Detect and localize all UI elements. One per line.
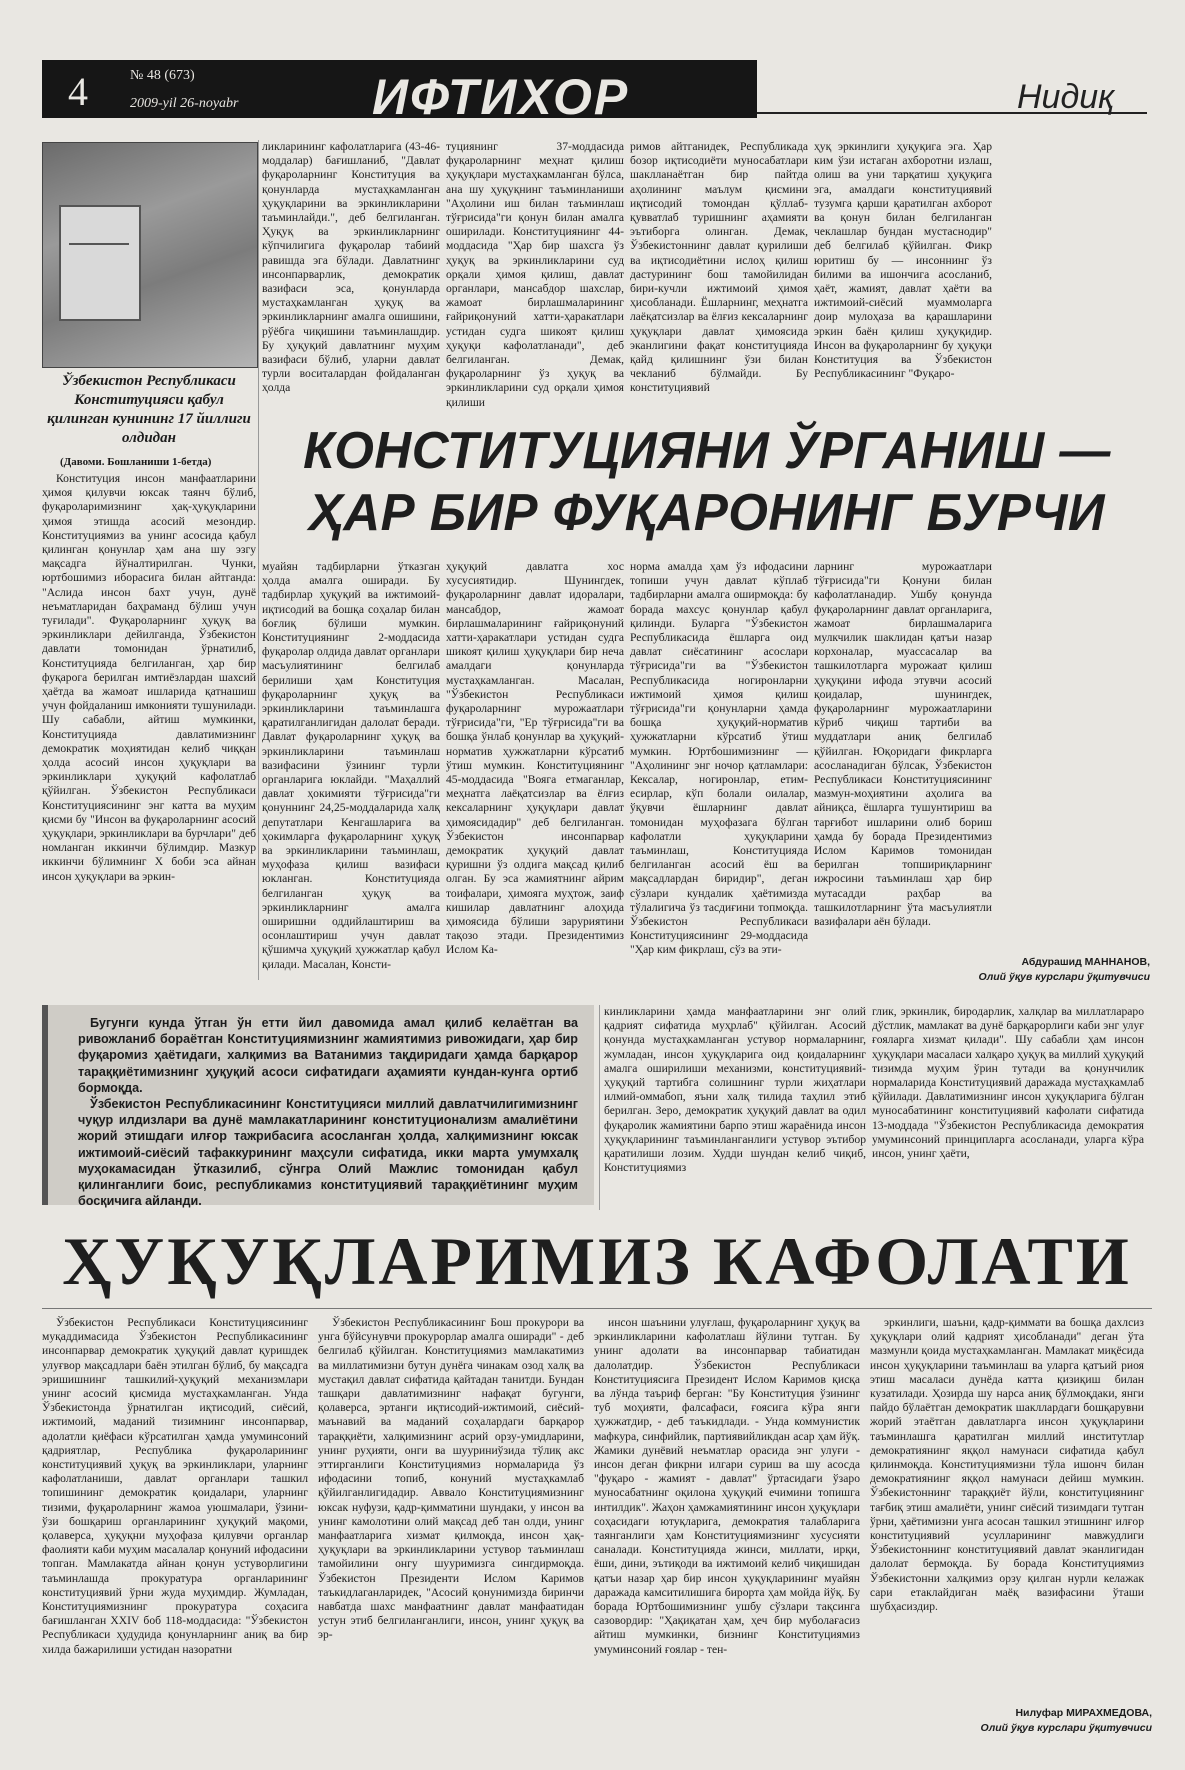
article1-headline-line2: ҲАР БИР ФУҚАРОНИНГ БУРЧИ	[308, 484, 1106, 542]
article1-column-a-top: ликларининг кафолатларига (43-46-моддалар) бағишланиб, "Давлат фуқароларнинг Конституция ва қонунларда мустаҳкамланган ҳуқуқларини ва эркинликларини таъминлайди.", деб белгиланган. Ҳуқуқ ва эркинликларнинг кўпчилигига фуқаролар табиий равишда эга бўлади. Давлатнинг инсонпарварлик, демократик вазифаси эса, қонунларда мустаҳкамланган ҳуқуқ ва эркинликларнинг амалга ошишини, рўёбга чиқишини таъминлашдир. Бу ҳуқуқий давлатнинг муҳим вазифаси бўлиб, уларни давлат турли воситалардан фойдаланган ҳолда	[262, 140, 440, 395]
article2-headline: ҲУҚУҚЛАРИМИЗ КАФОЛАТИ	[62, 1223, 1132, 1299]
article1-column-d-top: ҳуқ эркинлиги ҳуқуқига эга. Ҳар ким ўзи истаган ахборотни излаш, олиш ва уни тарқатиш ҳуқуқига эга, амалдаги конституциявий тузумга қарши қаратилган ахборот ва қонун билан белгиланган чеклашлар бундан мустаснодир" деб белгилаб қўйилган. Фикр юритиш бу — инсоннинг ўз билими ва ишончига асосланиб, ҳаёт, жамият, давлат ҳаёти ва ижтимоий-сиёсий муаммоларга доир мулоҳаза ва қарашларини эркин баён қилиш ҳуқуқидир. Инсон ва фуқароларнинг бу ҳуқуқи Конституция ва Ўзбекистон Республикасининг "Фуқаро-	[814, 140, 992, 381]
article2-column-mid-top: кинликларини ҳамда манфаатларини энг олий қадрият сифатида муҳрлаб" қўйилган. Асосий қонунда мустаҳкамланган устувор нормаларнинг, жумладан, инсон ҳуқуқларига оид қоидаларнинг амалга оширилиши механизми, конституциявий-ҳуқуқий тартибга солишнинг турли жиҳатлари илмий-оммабоп, яъни халқ тилида таҳлил этиб берилган. Зеро, демократик ҳуқуқий давлат ва одил фуқаролик жамиятини барпо этиш жараёнида инсон ҳуқуқларининг таъминланганлиги устувор эътибор қаратилиши лозим. Худди шундан келиб чиқиб, Конституциямиз	[604, 1005, 866, 1175]
article1-text: Конституция инсон манфаатларини ҳимоя қилувчи юксак таянч бўлиб, фуқароларимизнинг ҳақ-ҳуқуқларини ҳимоя этишда асосий мезондир. Конституциямиз ва унинг асосида қабул қилинган қонунлар ҳам ана шу эзгу мақсадга йўналтирилган. Чунки, юртбошимиз иборасига билан айтганда: "Аслида инсон бахт учун, дунё неъматларидан баҳраманд бўлиш учун туғилади". Фуқароларнинг ҳуқуқ ва эркинликлари дейилганда, Ўзбекистон давлати томонидан ўрнатилиб, Конституцияда белгиланган, ҳар бир фуқарога берилган имтиёзлардан шахсий ҳаётда ва жамоат ишларида қатнашиш учун фойдаланиш имконияти тушунилади. Шу сабабли, айтиш мумкинки, Конституцияда давлатимизнинг демократик моҳиятидан келиб чиққан ҳолда асосий инсон ҳуқуқлари ва эркинликлари ҳуқуқий кафолатлаб қўйилган. Ўзбекистон Республикаси Конституциясининг энг катта ва муҳим қисми бу "Инсон ва фуқароларнинг асосий ҳуқуқлари, эркинликлари ва бурчлари" деб номланган иккинчи бўлимдир. Мазкур иккинчи бўлимнинг Х боби эса айнан инсон ҳуқуқлари ва эркин-	[42, 472, 256, 883]
issue-number: № 48 (673)	[130, 68, 195, 83]
page-header	[42, 56, 1162, 126]
article1-author-role: Олий ўқув курслари ўқитувчиси	[978, 971, 1150, 983]
article1-column-a-bottom: муайян тадбирларни ўтказган ҳолда амалга оширади. Бу тадбирлар ҳуқуқий ва ижтимоий-иқтисодий ва бошқа соҳалар билан боғлиқ бўлиши мумкин. Конституциянинг 2-моддасида фуқаролар олдида давлат органлари масъулиятининг белгилаб берилиши ҳам Конституция фуқароларнинг ҳуқуқ ва эркинликларини таъминлашга қаратилганлигидан далолат беради. Давлат фуқароларнинг ҳуқуқ ва эркинликларини таъминлаш вазифасини ўзининг турли органларига юклайди. "Маҳаллий давлат ҳокимияти тўғрисида"ги қонуннинг 24,25-моддаларида халқ депутатлари Кенгашларига ва ҳокимларга фуқароларнинг ҳуқуқ ва эркинликларини таъминлаш, муҳофаза қилиш вазифаси юкланган. Конституцияда белгиланган ҳуқуқ ва эркинликларнинг амалга оширишни оддийлаштириш ва осонлаштириш учун давлат қўшимча ҳуқуқий ҳужжатлар қабул қилади. Масалан, Консти-	[262, 560, 440, 971]
article2-column-4: эркинлиги, шаъни, қадр-қиммати ва бошқа дахлсиз ҳуқуқлари олий қадрият ҳисобланади" деган ўта мазмунли қоида мустаҳкамланган. Мамлакат миқёсида инсон ҳуқуқларини таъминлаш ва уларга қатъий риоя этиш масаласи дунёда катта қизиқиш билан кузатилади. Ҳозирда шу нарса аниқ бўлмоқдаки, янги пайдо бўлаётган демократик шакллардаги бошқарувни жорий этаётган давлатларга инсон ҳуқуқларини таъминлашга қаратилган миллий институтлар демократиянинг яққол намунаси сифатида қабул қилинмоқда. Конституциямизни тўла ишонч билан демократиянинг яққол намунаси дейиш мумкин. Ўзбекистоннинг тараққиёт йўли, конституциянинг тағбиқ этиш амалиёти, унинг сиёсий тизимдаги тутган ўрни, ҳаётимизни унга асосан ташкил этишнинг илғор конституциявий усулларининг мавжудлиги Ўзбекистоннинг конституциявий давлат эканлигидан далолат бермоқда. Бу борада Конституциямиз Ўзбекистонни халқимиз орзу қилган нурли келажак сари етаклайдиган маёқ вазифасини ўташи шубҳасиздир.	[870, 1316, 1144, 1614]
article1-column-b-bottom: ҳуқуқий давлатга хос хусусиятидир. Шунингдек, фуқароларнинг давлат идоралари, мансабдор, жамоат бирлашмаларининг ғайриқонуний хатти-ҳаракатлари устидан судга шикоят қилиш ҳуқуқлари бир неча амалдаги қонунларда мустаҳкамланган. Масалан, "Ўзбекистон Республикаси фуқароларнинг мурожаатлари тўғрисида"ги, "Ер тўғрисида"ги ва бошқа ўнлаб қонунлар ва ҳуқуқий-норматив ҳужжатларни кўрсатиб ўтиш мумкин. Конституциянинг 45-моддасида "Вояга етмаганлар, меҳнатга лаёқатсизлар ва ёлғиз кексаларнинг ҳуқуқлари давлат ҳимоясидадир" деб белгиланган. Ўзбекистон инсонпарвар демократик ҳуқуқий давлат қуришни ўз олдига мақсад қилиб олган. Бу эса жамиятнинг айрим тоифалари, ҳимояга муҳтож, заиф кишилар давлатнинг алоҳида ҳимоясида бўлиши заруриятини тақозо этади. Президентимиз Ислом Ка-	[446, 560, 624, 957]
article1-column-c-top: римов айтганидек, Республикада бозор иқтисодиёти муносабатлари шаклланаётган бир пайтда аҳолининг маълум қисмини иқтисодий томондан қўллаб-қувватлаб туришнинг аҳамияти эътиборга олинган. Демак, Ўзбекистоннинг давлат қурилиши ва иқтисодиётини ислоҳ қилиш дастурининг бош тамойилидан бири-кучли ижтимоий ҳимоя ҳисобланади. Ёшларнинг, меҳнатга лаёқатсизлар ва ёлғиз кексаларнинг ҳуқуқлари давлат ҳимоясида эканлигини фақат конституцияда қайд қилишнинг ўзи билан чекланиб бўлмайди. Бу конституциявий	[630, 140, 808, 395]
article1-column-c-bottom: норма амалда ҳам ўз ифодасини топиши учун давлат кўплаб тадбирларни амалга оширмоқда: бу борада махсус қонунлар қабул қилинди. Буларга "Ўзбекистон Республикасида ёшларга оид давлат сиёсатининг асослари тўғрисида"ги ва "Ўзбекистон Республикасида ногиронларни ижтимоий ҳимоя қилиш тўғрисида"ги қонунларни ҳамда бошқа ҳуқуқий-норматив ҳужжатларни кўрсатиб ўтиш мумкин. Юртбошимизнинг — "Аҳолининг энг ночор қатламлари: Кексалар, ногиронлар, етим-есирлар, кўп болали оилалар, ўқувчи ёшларнинг давлат томонидан муҳофазага бўлган кафолатли ҳуқуқларини таъминлаш, Конституцияда белгиланган асосий ёш ва мақсадлардан биридир", деган сўзлари кундалик ҳаётимизда тўлалигича ўз тасдиғини топмоқда. Ўзбекистон Республикаси Конституциясининг 29-моддасида "Ҳар ким фикрлаш, сўз ва эти-	[630, 560, 808, 957]
continued-note: (Давоми. Бошланиши 1-бетда)	[60, 456, 212, 468]
constitution-photo	[42, 142, 258, 368]
article2-author: Нилуфар МИРАХМЕДОВА,	[1015, 1707, 1152, 1719]
lead-accent-bar	[42, 1005, 48, 1205]
article1-author: Абдурашид МАННАНОВ,	[1021, 956, 1150, 968]
article1-column-b-top: туциянинг 37-моддасида фуқароларнинг меҳнат қилиш ҳуқуқлари мустаҳкамланган бўлса, ана шу ҳуқуқнинг таъминланиши "Аҳолини иш билан таъминлаш тўғрисида"ги қонун билан амалга оширилади. Конституциянинг 44-моддасида "Ҳар бир шахсга ўз ҳуқуқ ва эркинликларини суд орқали ҳимоя қилиш, давлат органлари, мансабдор шахслар, жамоат бирлашмаларининг ғайриқонуний хатти-ҳаракатлари устидан судга шикоят қилиш ҳуқуқи кафолатланади", деб белгиланган. Демак, фуқароларнинг ўз ҳуқуқ ва эркинликларини суд орқали ҳимоя қилиши	[446, 140, 624, 409]
article2-column-3: инсон шаънини улуғлаш, фуқароларнинг ҳуқуқ ва эркинликларини кафолатлаш йўлини тутган. Бу унинг адолати ва инсонпарвар табиатидан далолатдир. Ўзбекистон Республикаси Конституциясига Президент Ислом Каримов қисқа ва лўнда таъриф берган: "Бу Конституция ўзининг туб моҳияти, фалсафаси, ғоясига кўра янги ҳужжатдир, - деб таъкидлади. - Унда коммунистик мафкура, синфийлик, партиявийликдан асар ҳам йўқ. Жамики дунёвий неъматлар орасида энг улуғи - инсон деган фикрни илгари суриш ва шу асосда "фуқаро - жамият - давлат" ўртасидаги ўзаро муносабатнинг оқилона ҳуқуқий ечимини топишга интилдик". Жаҳон ҳамжамиятининг инсон ҳуқуқлари соҳасидаги ютуқларига, демократия талабларига таянганлиги ҳам Конституциямизнинг хусусияти саналади. Конституцияда жинси, миллати, ирқи, ёши, дини, эътиқоди ва ижтимоий келиб чиқишидан қатъи назар ҳар бир инсон ҳуқуқларининг муайян даражада камситилишига бирорта ҳам мойда йўқ. Бу борада Юртбошимизнинг ушбу сўзлари тақсинга сазовордир: "Ҳақиқатан ҳам, ҳеч бир муболағасиз айтиш мумкинки, бизнинг Конституциямиз умуминсоний ғоялар - тен-	[594, 1316, 860, 1656]
article2-lead-paragraph-2: Ўзбекистон Республикасининг Конституцияси миллий давлатчилигимизнинг чуқур илдизлари ва дунё мамлакатларининг конституционализм амалиётини жорий этишдаги илғор тажрибасига асосланган ҳолда, халқимизнинг юксак ижтимоий-сиёсий тафаккурининг маҳсули сифатида, икки марта умумхалқ муҳокамасидан ўтказилиб, сўнгра Олий Мажлис томонидан қабул қилинганлиги боис, республикамиз конституциявий тараққиётининг муҳим босқичига айланди.	[78, 1097, 578, 1209]
photo-caption: Ўзбекистон Республикаси Конституцияси қабул қилинган кунининг 17 йиллиги олдидан	[47, 373, 251, 446]
article1-byline	[900, 955, 1150, 985]
article2-lead-paragraph-1: Бугунги кунда ўтган ўн етти йил давомида амал қилиб келаётган ва ривожланиб бораётган Конституциямизнинг жамиятимиз ривожидаги, ҳар бир фуқаромиз ҳаётидаги, халқимиз ва Ватанимиз тақдиридаги ҳамда барқарор тараққиётимизнинг ҳуқуқий асоси сифатидаги аҳамияти кундан-кунга ортиб бормоқда.	[78, 1016, 578, 1095]
column-divider	[599, 1005, 600, 1210]
newspaper-title: ИФТИХОР	[372, 69, 630, 125]
constitution-book-image	[59, 205, 141, 321]
article2-column-2: Ўзбекистон Республикасининг Бош прокурори ва унга бўйсунувчи прокурорлар амалга оширади" - деб белгилаб қўйилган. Конституциямиз мамлакатимиз ва миллатимизни бутун дунёга чинакам озод халқ ва мустақил давлат сифатида қайтадан танитди. Бундан ташқари давлатимизнинг нафақат бугунги, қолаверса, эртанги иқтисодий-ижтимоий, сиёсий-маънавий ва маданий соҳалардаги барқарор тараққиёти, халқимизнинг асрий орзу-умидларини, унинг руҳияти, онги ва шууриниўзида тўлиқ акс эттирганлиги Конституциямиз нормаларида ўз ифодасини топиб, конуний мустаҳкамлаб қўйилганлигидадир. Аввало Конституциямизнинг юксак нуфузи, қадр-қимматини шундаки, у инсон ва унинг камолотини олий мақсад деб тан олди, унинг манфаатларига хизмат қилмоқда, инсон ҳақ-ҳуқуқлари ва эркинликларини устувор таъминлаш тамойилини онгу шууримизга сингдирмоқда. Ўзбекистон Президенти Ислом Каримов таъкидлаганларидек, "Асосий қонунимизда биринчи навбатда шахс манфаатнинг давлат манфаатидан устун этиб белгиланганлиги, инсон, унинг ҳуқуқ ва эр-	[318, 1316, 584, 1642]
page-number: 4	[68, 69, 88, 114]
article1-column-d-bottom: ларнинг мурожаатлари тўғрисида"ги Қонуни билан кафолатланадир. Ушбу қонунда фуқароларнинг давлат органларига, жамоат бирлашмаларига мулкчилик шаклидан қатъи назар корхоналар, муассасалар ва ташкилотларга мурожаат қилиш ҳуқуқини ифода этувчи асосий қоидалар, шунингдек, фуқароларнинг мурожаатларини кўриб чиқиш тартиби ва муддатлари аниқ белгилаб қўйилган. Юқоридаги фикрларга асосланадиган бўлсак, Ўзбекистон Республикаси Конституциясининг мазмун-моҳиятини аҳолига ва айниқса, ёшларга тушунтириш ва тарғибот ишларини олиб бориш ҳамда бу борада Президентимиз Ислом Каримов томонидан берилган топшириқларнинг ижросини таъминлаш ҳар бир мутасадди раҳбар ва ташкилотларнинг ўта масъулиятли вазифалари аён бўлади.	[814, 560, 992, 929]
article2-column-1: Ўзбекистон Республикаси Конституциясининг муқаддимасида Ўзбекистон Республикасининг инсонпарвар демократик ҳуқуқий давлат қуришдек улуғвор мақсадлари баён этилган бўлиб, бу мақсадга эришишнинг ташкилий-ҳуқуқий механизмлари унинг асосий қисмида мустаҳкамланган. Унда Ўзбекистонда ўрнатилган иқтисодий, сиёсий, ижтимоий, маданий тизимнинг инсонпарвар, адолатли қиёфаси кўрсатилган ҳамда умуминсоний қадриятлар, Республика фуқароларининг конституциявий ҳуқуқ ва эркинликлари, уларнинг кафолатланиши, давлат органлари ташкил топишининг демократик қоидалари, уларнинг тизими, фуқароларнинг жамоа уюшмалари, ўзини-ўзи бошқариш органларининг ҳуқуқий мақоми, қолаверса, ҳуқуқни муҳофаза қилувчи органлар фаолияти каби муҳим масалалар қонуний ифодасини топган. Мамлакатда айнан қонун устуворлигини таъминлашда прокуратура органларининг конституциявий ўрни жуда муҳимдир. Жумладан, Конституциямизнинг прокуратура соҳасига бағишланган XXIV боб 118-моддасида: "Ўзбекистон Республикаси ҳудудида қонунларнинг аниқ ва бир хилда бажарилиши устидан назоратни	[42, 1316, 308, 1656]
section-rubric: Нидиқ	[1017, 78, 1115, 116]
article1-headline	[271, 420, 1143, 544]
article2-lead-box	[42, 1005, 594, 1209]
issue-date: 2009-yil 26-noyabr	[130, 96, 239, 111]
headline-divider	[42, 1308, 1152, 1309]
article2-author-role: Олий ўқув курслари ўқитувчиси	[980, 1722, 1152, 1734]
article2-column-right-top: глик, эркинлик, биродарлик, халқлар ва миллатларaро дўстлик, мамлакат ва дунё барқарорлиги каби энг улуғ ғояларга хизмат қилади". Шу сабабли ҳам инсон ҳуқуқлари масаласи халқаро ҳуқуқ ва миллий ҳуқуқий тизимда муҳим ўрин тутади ва қонунчилик нормаларида Конституциявий даражада мустаҳкамлаб қўйилади. Давлатимизнинг инсон ҳуқуқларига бўлган муносабатининг конституциявий кафолати сифатида 13-моддада "Ўзбекистон Республикасида демократия умуминсоний принципларга асосланади, уларга кўра инсон, унинг ҳаёти,	[872, 1005, 1144, 1161]
article1-headline-line1: КОНСТИТУЦИЯНИ ЎРГАНИШ —	[303, 422, 1111, 480]
article2-byline	[890, 1706, 1152, 1736]
masthead-bar	[42, 60, 757, 125]
article1-column-left	[42, 472, 256, 980]
column-divider	[258, 140, 259, 980]
